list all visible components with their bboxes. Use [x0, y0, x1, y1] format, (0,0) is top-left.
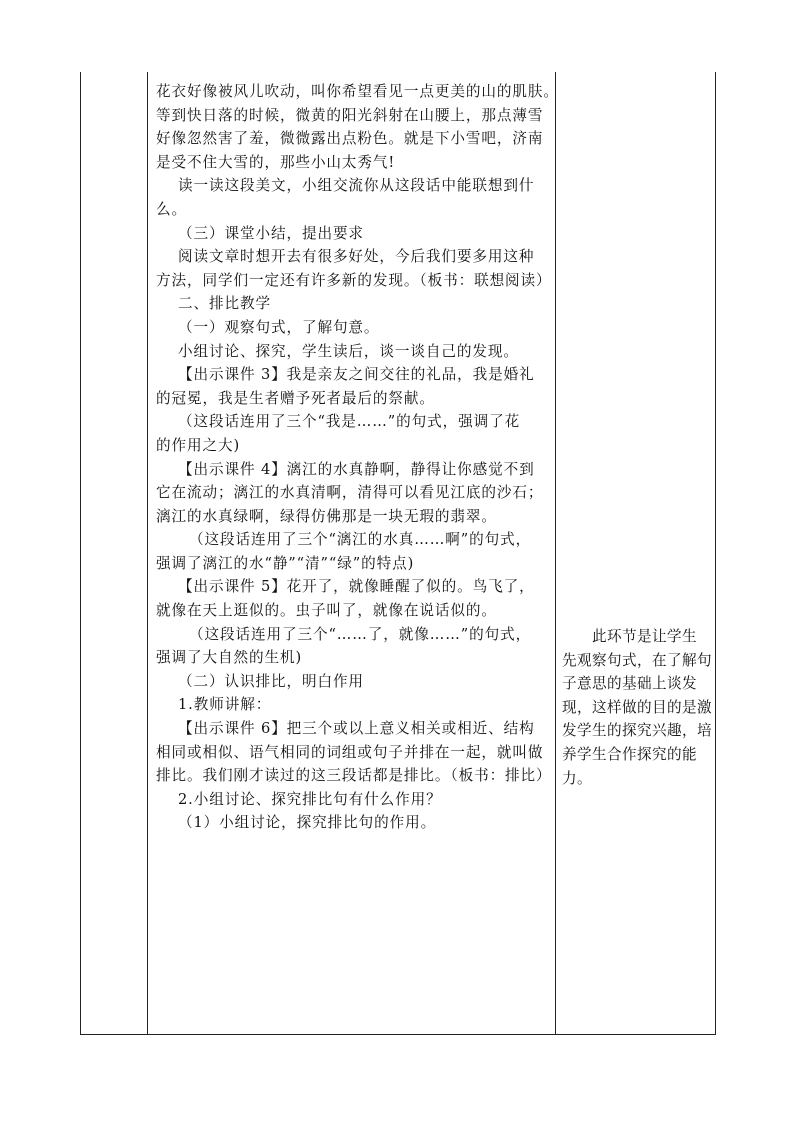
design-note-line: 先观察句式，在了解句 — [562, 651, 712, 669]
design-note-line: 此环节是让学生 — [562, 628, 697, 645]
paragraph-line: 2.小组讨论、探究排比句有什么作用？ — [178, 790, 442, 808]
paragraph-line: 【出示课件 6】把三个或以上意义相关或相近、结构 — [178, 720, 535, 738]
paragraph-line: 花衣好像被风儿吹动，叫你希望看见一点更美的山的肌肤。 — [156, 83, 559, 100]
paragraph-line: 排比。我们刚才读过的这三段话都是排比。（板书：排比） — [156, 767, 552, 785]
paragraph-line: 漓江的水真绿啊，绿得仿佛那是一块无瑕的翡翠。 — [156, 507, 497, 525]
paragraph-line: 就像在天上逛似的。虫子叫了，就像在说话似的。 — [156, 602, 497, 620]
design-intent-column — [562, 625, 712, 790]
paragraph-line: （一）观察句式，了解句意。 — [178, 318, 380, 336]
design-note-line: 养学生合作探究的能 — [562, 745, 697, 763]
paragraph-line: 强调了大自然的生机) — [156, 649, 303, 667]
paragraph-line: 的作用之大) — [156, 436, 241, 454]
paragraph-line: （二）认识排比，明白作用 — [178, 672, 364, 690]
paragraph-line: 么。 — [156, 200, 187, 218]
paragraph-line: 是受不住大雪的，那些小山太秀气! — [156, 153, 396, 171]
paragraph-line: 它在流动；漓江的水真清啊，清得可以看见江底的沙石； — [156, 484, 544, 502]
paragraph-line: （1）小组讨论，探究排比句的作用。 — [178, 814, 437, 832]
paragraph-line: 好像忽然害了羞，微微露出点粉色。就是下小雪吧，济南 — [156, 130, 544, 148]
paragraph-line: 相同或相似、语气相同的词组或句子并排在一起，就叫做 — [156, 743, 544, 761]
paragraph-line: 读一读这段美文，小组交流你从这段话中能联想到什 — [178, 177, 535, 195]
teaching-process-column — [156, 80, 559, 835]
paragraph-line: 的冠冕，我是生者赠予死者最后的祭献。 — [156, 389, 435, 407]
paragraph-line: （这段话连用了三个“漓江的水真……啊”的句式， — [189, 531, 532, 549]
paragraph-line: （三）课堂小结，提出要求 — [178, 224, 364, 242]
paragraph-line: 二、排比教学 — [178, 295, 271, 313]
paragraph-line: 1.教师讲解： — [178, 696, 272, 714]
paragraph-line: 等到快日落的时候，微黄的阳光斜射在山腰上，那点薄雪 — [156, 106, 544, 124]
design-note-line: 力。 — [562, 769, 592, 787]
design-note-line: 发学生的探究兴趣，培 — [562, 722, 712, 740]
paragraph-line: 阅读文章时想开去有很多好处，今后我们要多用这种 — [178, 248, 535, 266]
paragraph-line: （这段话连用了三个“我是……”的句式，强调了花 — [178, 413, 521, 431]
paragraph-line: 【出示课件 5】花开了，就像睡醒了似的。鸟飞了， — [178, 578, 535, 596]
design-note-line: 子意思的基础上谈发 — [562, 675, 697, 693]
paragraph-line: 【出示课件 3】我是亲友之间交往的礼品，我是婚礼 — [178, 366, 535, 384]
design-note-line: 现，这样做的目的是激 — [562, 698, 712, 716]
paragraph-line: 强调了漓江的水“静”“清”“绿”的特点) — [156, 554, 415, 572]
paragraph-line: 方法，同学们一定还有许多新的发现。（板书：联想阅读） — [156, 271, 552, 289]
paragraph-line: 小组讨论、探究，学生读后，谈一谈自己的发现。 — [178, 342, 519, 360]
paragraph-line: 【出示课件 4】漓江的水真静啊，静得让你感觉不到 — [178, 460, 535, 478]
paragraph-line: （这段话连用了三个“……了，就像……”的句式， — [189, 625, 532, 643]
lesson-plan-table — [80, 72, 716, 1035]
column-divider-left — [147, 72, 148, 1034]
